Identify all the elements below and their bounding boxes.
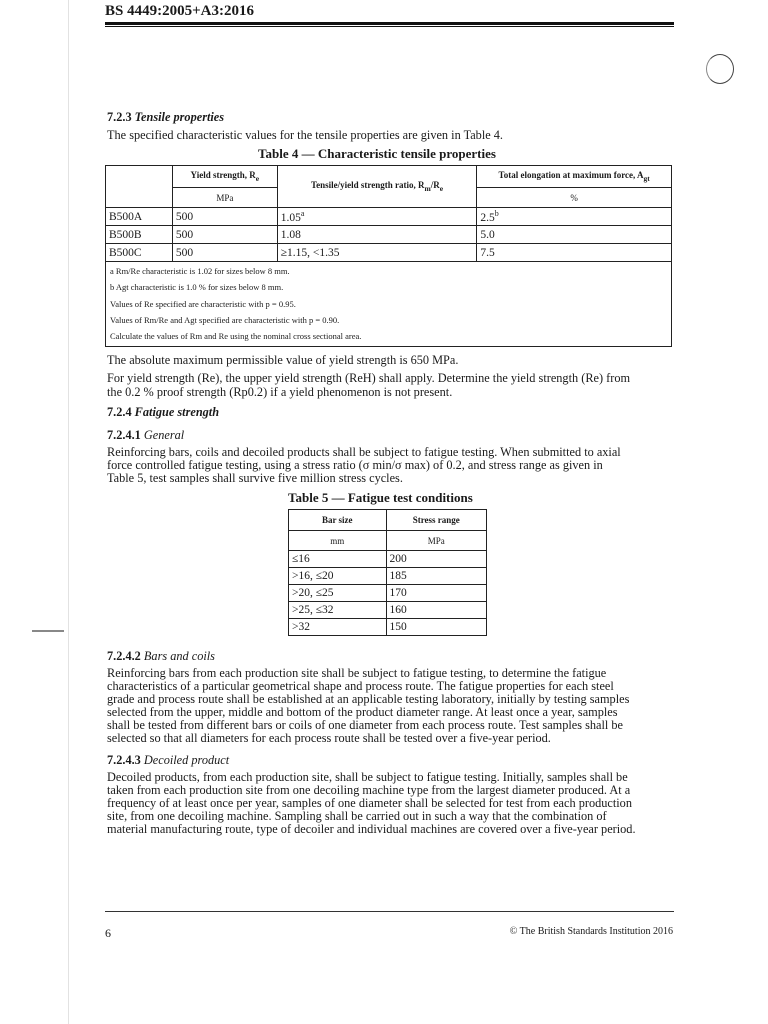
- table-row: [106, 244, 672, 262]
- paragraph-line: material manufacturing route, type of decoiler and individual machines are covered over a five-year period.: [107, 822, 636, 836]
- table-row: [106, 226, 672, 244]
- footer-rule: [105, 911, 674, 912]
- table4-cell-ratio: ≥1.15, <1.35: [277, 244, 477, 262]
- table4-note: a Rm/Re characteristic is 1.02 for sizes below 8 mm.: [110, 266, 290, 276]
- table-row: [106, 208, 672, 226]
- paragraph-yield-line: For yield strength (Re), the upper yield strength (ReH) shall apply. Determine the yield strength (Re) from: [107, 371, 631, 385]
- header-rule-thin: [105, 26, 674, 27]
- paragraph-max-yield: The absolute maximum permissible value of yield strength is 650 MPa.: [107, 353, 459, 367]
- table4-cell-grade: B500C: [106, 244, 173, 262]
- paragraph-yield-line: the 0.2 % proof strength (Rp0.2) if a yield phenomenon is not present.: [107, 385, 453, 399]
- table5-cell-size: >25, ≤32: [289, 602, 387, 619]
- paragraph-line: site, from one decoiling machine. Sampling shall be carried out in such a way that the combination of: [107, 809, 607, 823]
- table5-unit-range: MPa: [386, 531, 487, 551]
- table4: [105, 165, 672, 262]
- table4-cell-grade: B500B: [106, 226, 173, 244]
- section-7-2-4-3-heading: [107, 753, 229, 768]
- table4-note: Calculate the values of Rm and Re using the nominal cross sectional area.: [110, 331, 362, 341]
- section-number: 7.2.4.1: [107, 428, 141, 442]
- section-number: 7.2.4: [107, 405, 132, 419]
- table4-cell-yield: 500: [172, 244, 277, 262]
- paragraph-line: taken from each production site from one decoiling machine type from the largest diameter produced. At a: [107, 783, 631, 797]
- section-number: 7.2.3: [107, 110, 132, 124]
- table4-col-yield: Yield strength, $R_e$: [172, 166, 277, 188]
- section-7-2-4-heading: [107, 405, 219, 420]
- table-row: [289, 602, 487, 619]
- paragraph-line: characteristics of a particular geometrical shape and process route. The fatigue properties for each steel: [107, 679, 614, 693]
- paragraph-line: selected so that all diameters for each process route shall be tested over a five-year period.: [107, 731, 551, 745]
- table4-col-ratio: Tensile/yield strength ratio, $R_m/R_e$: [277, 166, 477, 208]
- table5-cell-size: >32: [289, 619, 387, 636]
- paragraph-line: Reinforcing bars from each production site shall be subject to fatigue testing, to determine the fatigue: [107, 666, 607, 680]
- paragraph-line: grade and process route shall be established at an applicable testing laboratory, initially by testing samples: [107, 692, 630, 706]
- table5-caption: Table 5 — Fatigue test conditions: [288, 490, 473, 505]
- paragraph-line: Decoiled products, from each production site, shall be subject to fatigue testing. Initially, samples shall be: [107, 770, 628, 784]
- table4-cell-grade: B500A: [106, 208, 173, 226]
- scan-edge-line: [68, 0, 69, 1024]
- table4-cell-yield: 500: [172, 208, 277, 226]
- table4-cell-elong: 5.0: [477, 226, 672, 244]
- section-7-2-4-2-heading: [107, 649, 215, 664]
- table4-unit-yield: MPa: [172, 188, 277, 208]
- table-row: [289, 551, 487, 568]
- table-row: [289, 585, 487, 602]
- section-number: 7.2.4.3: [107, 753, 141, 767]
- table4-col-elong: Total elongation at maximum force, $A_{gt}$: [477, 166, 672, 188]
- paragraph-line: shall be tested from different bars or coils of one diameter from each process route. Test samples shall be: [107, 718, 624, 732]
- header-rule: [105, 22, 674, 25]
- section-7-2-4-1-heading: [107, 428, 184, 443]
- table5-cell-range: 160: [386, 602, 487, 619]
- paragraph-line: selected from the upper, middle and bottom of the product diameter range. At least once a year, samples: [107, 705, 618, 719]
- section-title: Bars and coils: [143, 649, 215, 663]
- table5-cell-size: >20, ≤25: [289, 585, 387, 602]
- table4-notes: [105, 262, 672, 347]
- header-standard: BS 4449:2005+A3:2016: [105, 3, 254, 19]
- table-row: [289, 568, 487, 585]
- table4-cell-yield: 500: [172, 226, 277, 244]
- paragraph-line: force controlled fatigue testing, using a stress ratio (σ min/σ max) of 0.2, and stress range as given in: [107, 458, 603, 472]
- section-7-2-3-text: The specified characteristic values for the tensile properties are given in Table 4.: [107, 128, 504, 142]
- table5-cell-range: 170: [386, 585, 487, 602]
- table4-caption: Table 4 — Characteristic tensile properties: [258, 146, 496, 161]
- section-title: Tensile properties: [134, 110, 225, 124]
- punch-hole-mark: [706, 54, 734, 84]
- paragraph-line: frequency of at least once per year, samples of one diameter shall be selected for test from each production: [107, 796, 632, 810]
- table5-col-range: Stress range: [386, 510, 487, 531]
- table4-cell-ratio: 1.08: [277, 226, 477, 244]
- page-number: 6: [105, 926, 111, 940]
- table4-unit-elong: %: [477, 188, 672, 208]
- copyright-notice: © The British Standards Institution 2016: [509, 926, 673, 937]
- table4-cell-ratio: 1.05$^a$: [277, 208, 477, 226]
- table4-note: Values of Re specified are characteristic with p = 0.95.: [110, 299, 296, 309]
- table4-note: Values of Rm/Re and Agt specified are characteristic with p = 0.90.: [110, 315, 340, 325]
- section-7-2-3-heading: [107, 110, 224, 125]
- table5: [288, 509, 487, 636]
- table4-header-empty: [106, 166, 173, 208]
- paragraph-line: Reinforcing bars, coils and decoiled products shall be subject to fatigue testing. When submitted to axial: [107, 445, 621, 459]
- section-title: Decoiled product: [143, 753, 230, 767]
- table4-note: b Agt characteristic is 1.0 % for sizes below 8 mm.: [110, 282, 284, 292]
- table5-col-size: Bar size: [289, 510, 387, 531]
- table5-cell-size: ≤16: [289, 551, 387, 568]
- table5-cell-range: 200: [386, 551, 487, 568]
- section-title: General: [143, 428, 185, 442]
- table-row: [289, 619, 487, 636]
- section-title: Fatigue strength: [134, 405, 220, 419]
- table4-cell-elong: 2.5$^b$: [477, 208, 672, 226]
- section-number: 7.2.4.2: [107, 649, 141, 663]
- table4-cell-elong: 7.5: [477, 244, 672, 262]
- table5-cell-range: 150: [386, 619, 487, 636]
- table5-cell-range: 185: [386, 568, 487, 585]
- scan-mark: [32, 630, 64, 632]
- paragraph-line: Table 5, test samples shall survive five million stress cycles.: [107, 471, 403, 485]
- table5-cell-size: >16, ≤20: [289, 568, 387, 585]
- table5-unit-size: mm: [289, 531, 387, 551]
